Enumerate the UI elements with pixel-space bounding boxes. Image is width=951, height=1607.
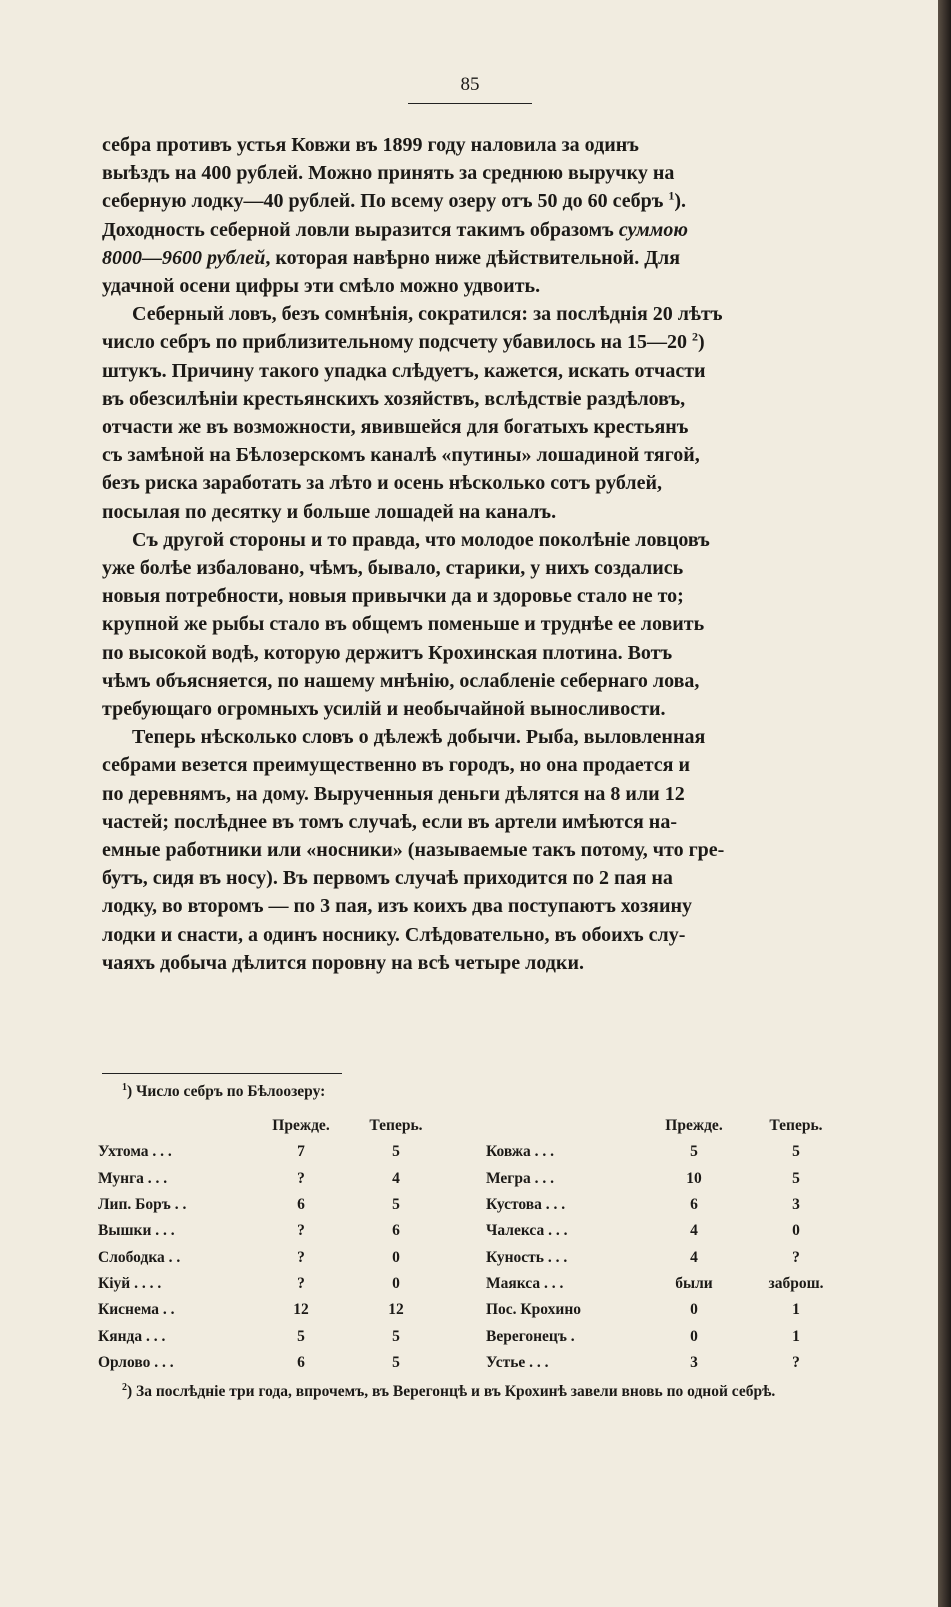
footnote-ref-1: 1 — [668, 188, 675, 203]
count-now: 12 — [388, 1301, 404, 1319]
text-line: Теперь нѣсколько словъ о дѣлежѣ добычи. Рыба, выловленная — [132, 726, 706, 749]
count-now: 0 — [392, 1248, 400, 1266]
text-line: себра противъ устья Ковжи въ 1899 году наловила за одинъ — [102, 134, 639, 156]
place-name: Кустова . . . — [486, 1196, 566, 1214]
place-name: Орлово . . . — [98, 1353, 174, 1371]
count-before: 12 — [293, 1301, 309, 1319]
footnote-ref-2: 2 — [691, 329, 698, 344]
column-header-now: Теперь. — [769, 1117, 823, 1135]
count-now: заброш. — [768, 1274, 824, 1292]
count-now: 6 — [392, 1222, 400, 1240]
text-line: , которая навѣрно ниже дѣйствительной. Для — [265, 246, 681, 269]
text-line: уже болѣе избаловано, чѣмъ, бывало, старики, у нихъ создались — [102, 557, 684, 580]
text-line: отчасти же въ возможности, явившейся для богатыхъ крестьянъ — [102, 416, 689, 439]
count-before: ? — [297, 1222, 305, 1240]
book-spine-edge — [938, 0, 951, 1607]
place-name: Маякса . . . — [486, 1274, 564, 1292]
text-line: Съ другой стороны и то правда, что молодое поколѣніе ловцовъ — [132, 528, 710, 551]
count-now: 5 — [792, 1143, 800, 1161]
count-now: 5 — [392, 1327, 400, 1345]
column-header-now: Теперь. — [369, 1117, 423, 1135]
count-now: 5 — [392, 1196, 400, 1214]
text-line: требующаго огромныхъ усилій и необычайной выносливости. — [102, 698, 666, 721]
place-name: Кіуй . . . . — [98, 1274, 162, 1292]
place-name: Устье . . . — [486, 1353, 549, 1371]
column-header-before: Прежде. — [665, 1117, 723, 1135]
table-row — [98, 1166, 850, 1192]
text-line: чѣмъ объясняется, по нашему мнѣнію, ослабленіе себернаго лова, — [102, 669, 700, 692]
count-now: 0 — [792, 1222, 800, 1240]
table-row — [98, 1218, 850, 1244]
place-name: Киснема . . — [98, 1301, 175, 1319]
text-line: съ замѣной на Бѣлозерскомъ каналѣ «путины» лошадиной тягой, — [102, 444, 700, 467]
text-line: частей; послѣднее въ томъ случаѣ, если въ артели имѣются на- — [102, 810, 677, 833]
text-line: Себерный ловъ, безъ сомнѣнія, сократился: за послѣднія 20 лѣтъ — [132, 303, 723, 326]
text-line-end: ). — [674, 190, 687, 213]
paragraph-3 — [102, 526, 841, 723]
paragraph-4 — [102, 723, 841, 977]
count-before: 10 — [686, 1169, 702, 1187]
place-name: Чалекса . . . — [486, 1222, 568, 1240]
count-now: 5 — [392, 1143, 400, 1161]
count-before: 4 — [690, 1248, 698, 1266]
table-row — [98, 1244, 850, 1270]
emphasis: 8000—9600 рублей — [102, 246, 266, 269]
count-before: 6 — [297, 1353, 305, 1371]
text-line: лодку, во второмъ — по 3 пая, изъ коихъ два поступаютъ хозяину — [102, 895, 693, 918]
count-now: 4 — [392, 1169, 400, 1187]
page-number: 85 — [460, 74, 480, 95]
count-before: 6 — [297, 1196, 305, 1214]
table-row — [98, 1139, 850, 1165]
text-line: Доходность себерной ловли выразится такимъ образомъ — [102, 218, 619, 241]
main-text — [102, 131, 841, 977]
place-name: Ухтома . . . — [98, 1143, 172, 1161]
text-line: лодки и снасти, а одинъ носнику. Слѣдовательно, въ обоихъ слу- — [102, 923, 686, 946]
table-row — [98, 1297, 850, 1323]
count-now: 1 — [792, 1301, 800, 1319]
count-now: 3 — [792, 1196, 800, 1214]
table-row — [98, 1271, 850, 1297]
count-now: 5 — [392, 1353, 400, 1371]
text-line: штукъ. Причину такого упадка слѣдуетъ, кажется, искать отчасти — [102, 359, 706, 382]
count-before: 3 — [690, 1353, 698, 1371]
text-line: удачной осени цифры эти смѣло можно удвоить. — [102, 275, 541, 298]
text-line: безъ риска заработать за лѣто и осень нѣсколько сотъ рублей, — [102, 472, 663, 495]
footnote-marker: 1 — [122, 1082, 127, 1093]
count-now: 1 — [792, 1327, 800, 1345]
count-before: были — [675, 1274, 713, 1292]
text-line: посылая по десятку и больше лошадей на каналъ. — [102, 500, 557, 523]
footnote-1-title — [122, 1082, 325, 1101]
column-header-before: Прежде. — [272, 1117, 330, 1135]
count-before: 4 — [690, 1222, 698, 1240]
text-line: емные работники или «носники» (называемые такъ потому, что гре- — [102, 839, 725, 862]
table-row — [98, 1323, 850, 1349]
text-line: себерную лодку—40 рублей. По всему озеру отъ 50 до 60 себръ — [102, 190, 669, 213]
text-line: себрами везется преимущественно въ городъ, но она продается и — [102, 754, 690, 777]
count-now: ? — [792, 1353, 800, 1371]
header-rule — [408, 103, 532, 104]
place-name: Вышки . . . — [98, 1222, 175, 1240]
text-line: число себръ по приблизительному подсчету убавилось на 15—20 — [102, 331, 692, 354]
count-before: ? — [297, 1274, 305, 1292]
emphasis: суммою — [618, 218, 688, 241]
text-line: бутъ, сидя въ носу). Въ первомъ случаѣ приходится по 2 пая на — [102, 867, 673, 890]
footnote-marker: 2 — [122, 1382, 127, 1393]
place-name: Верегонецъ . — [486, 1327, 575, 1345]
text-line: по высокой водѣ, которую держитъ Крохинская плотина. Вотъ — [102, 641, 673, 664]
count-before: 5 — [297, 1327, 305, 1345]
place-name: Ковжа . . . — [486, 1143, 554, 1161]
count-now: 0 — [392, 1274, 400, 1292]
text-line-end: ) — [697, 331, 705, 354]
count-before: 6 — [690, 1196, 698, 1214]
count-before: 5 — [690, 1143, 698, 1161]
text-line: въ обезсилѣніи крестьянскихъ хозяйствъ, вслѣдствіе раздѣловъ, — [102, 387, 686, 410]
footnote-2-text: ) За послѣдніе три года, впрочемъ, въ Верегонцѣ и въ Крохинѣ завели вновь по одной себрѣ. — [127, 1383, 776, 1401]
footnote-title-text: ) Число себръ по Бѣлоозеру: — [127, 1083, 326, 1101]
table-row — [98, 1192, 850, 1218]
place-name: Куность . . . — [486, 1248, 568, 1266]
footnote-2 — [102, 1375, 840, 1404]
text-line: по деревнямъ, на дому. Вырученныя деньги дѣлятся на 8 или 12 — [102, 782, 685, 805]
seine-count-table — [98, 1113, 850, 1376]
place-name: Лип. Боръ . . — [98, 1196, 187, 1214]
text-line: новыя потребности, новыя привычки да и здоровье стало не то; — [102, 585, 684, 608]
place-name: Мегра . . . — [486, 1169, 554, 1187]
count-before: ? — [297, 1248, 305, 1266]
count-now: ? — [792, 1248, 800, 1266]
count-now: 5 — [792, 1169, 800, 1187]
text-line: выѣздъ на 400 рублей. Можно принять за среднюю выручку на — [102, 162, 675, 185]
count-before: 0 — [690, 1327, 698, 1345]
paragraph-1 — [102, 131, 841, 300]
table-header-row — [98, 1113, 850, 1139]
place-name: Кянда . . . — [98, 1327, 166, 1345]
count-before: 7 — [297, 1143, 305, 1161]
place-name: Пос. Крохино — [486, 1301, 582, 1319]
footnote-rule — [102, 1073, 342, 1074]
paragraph-2 — [102, 300, 841, 526]
text-line: чаяхъ добыча дѣлится поровну на всѣ четыре лодки. — [102, 951, 584, 974]
place-name: Мунга . . . — [98, 1169, 168, 1187]
text-line: крупной же рыбы стало въ общемъ поменьше и труднѣе ее ловить — [102, 613, 705, 636]
count-before: 0 — [690, 1301, 698, 1319]
count-before: ? — [297, 1169, 305, 1187]
place-name: Слободка . . — [98, 1248, 181, 1266]
table-row — [98, 1350, 850, 1376]
